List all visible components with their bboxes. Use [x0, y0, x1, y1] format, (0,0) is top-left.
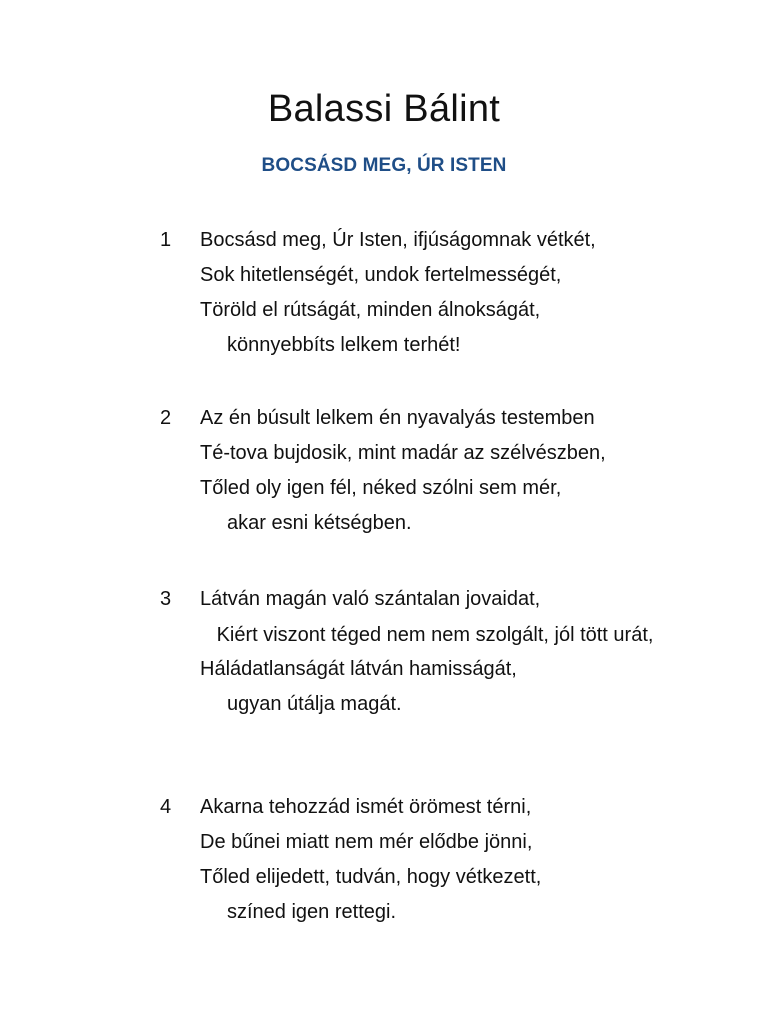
stanza-number: 3 — [160, 588, 172, 610]
poem-line: Té-tova bujdosik, mint madár az szélvészben, — [200, 442, 606, 464]
poem-line: Töröld el rútságát, minden álnokságát, — [200, 299, 541, 321]
stanza-number: 4 — [160, 796, 172, 818]
stanza-number: 1 — [160, 229, 172, 251]
stanza — [160, 401, 680, 541]
poem-line: Az én búsult lelkem én nyavalyás testemben — [200, 407, 595, 429]
poem-line: Bocsásd meg, Úr Isten, ifjúságomnak vétkét, — [200, 229, 596, 251]
author-heading — [0, 88, 768, 131]
poem-line-refrain: akar esni kétségben. — [227, 512, 412, 534]
poem-line: Sok hitetlenségét, undok fertelmességét, — [200, 264, 562, 286]
poem-line: De bűnei miatt nem mér elődbe jönni, — [200, 831, 533, 853]
poem-line: Akarna tehozzád ismét örömest térni, — [200, 796, 532, 818]
stanza — [160, 223, 680, 363]
poem-title: BOCSÁSD MEG, ÚR ISTEN — [261, 155, 507, 176]
author-name: Balassi Bálint — [267, 88, 501, 130]
stanza — [160, 790, 680, 930]
poem-line-refrain: ugyan útálja magát. — [227, 693, 402, 715]
stanza-number: 2 — [160, 407, 172, 429]
poem-line: Háládatlanságát látván hamisságát, — [200, 658, 517, 680]
poem-line: Tőled elijedett, tudván, hogy vétkezett, — [200, 866, 542, 888]
poem-line-refrain: könnyebbíts lelkem terhét! — [227, 334, 461, 356]
poem-line: Kiért viszont téged nem nem szolgált, jól tött urát, — [216, 624, 654, 646]
poem-line: Tőled oly igen fél, néked szólni sem mér, — [200, 477, 562, 499]
poem-line: Látván magán való szántalan jovaidat, — [200, 588, 541, 610]
poem-line-refrain: színed igen rettegi. — [227, 901, 396, 923]
stanza — [160, 582, 680, 722]
